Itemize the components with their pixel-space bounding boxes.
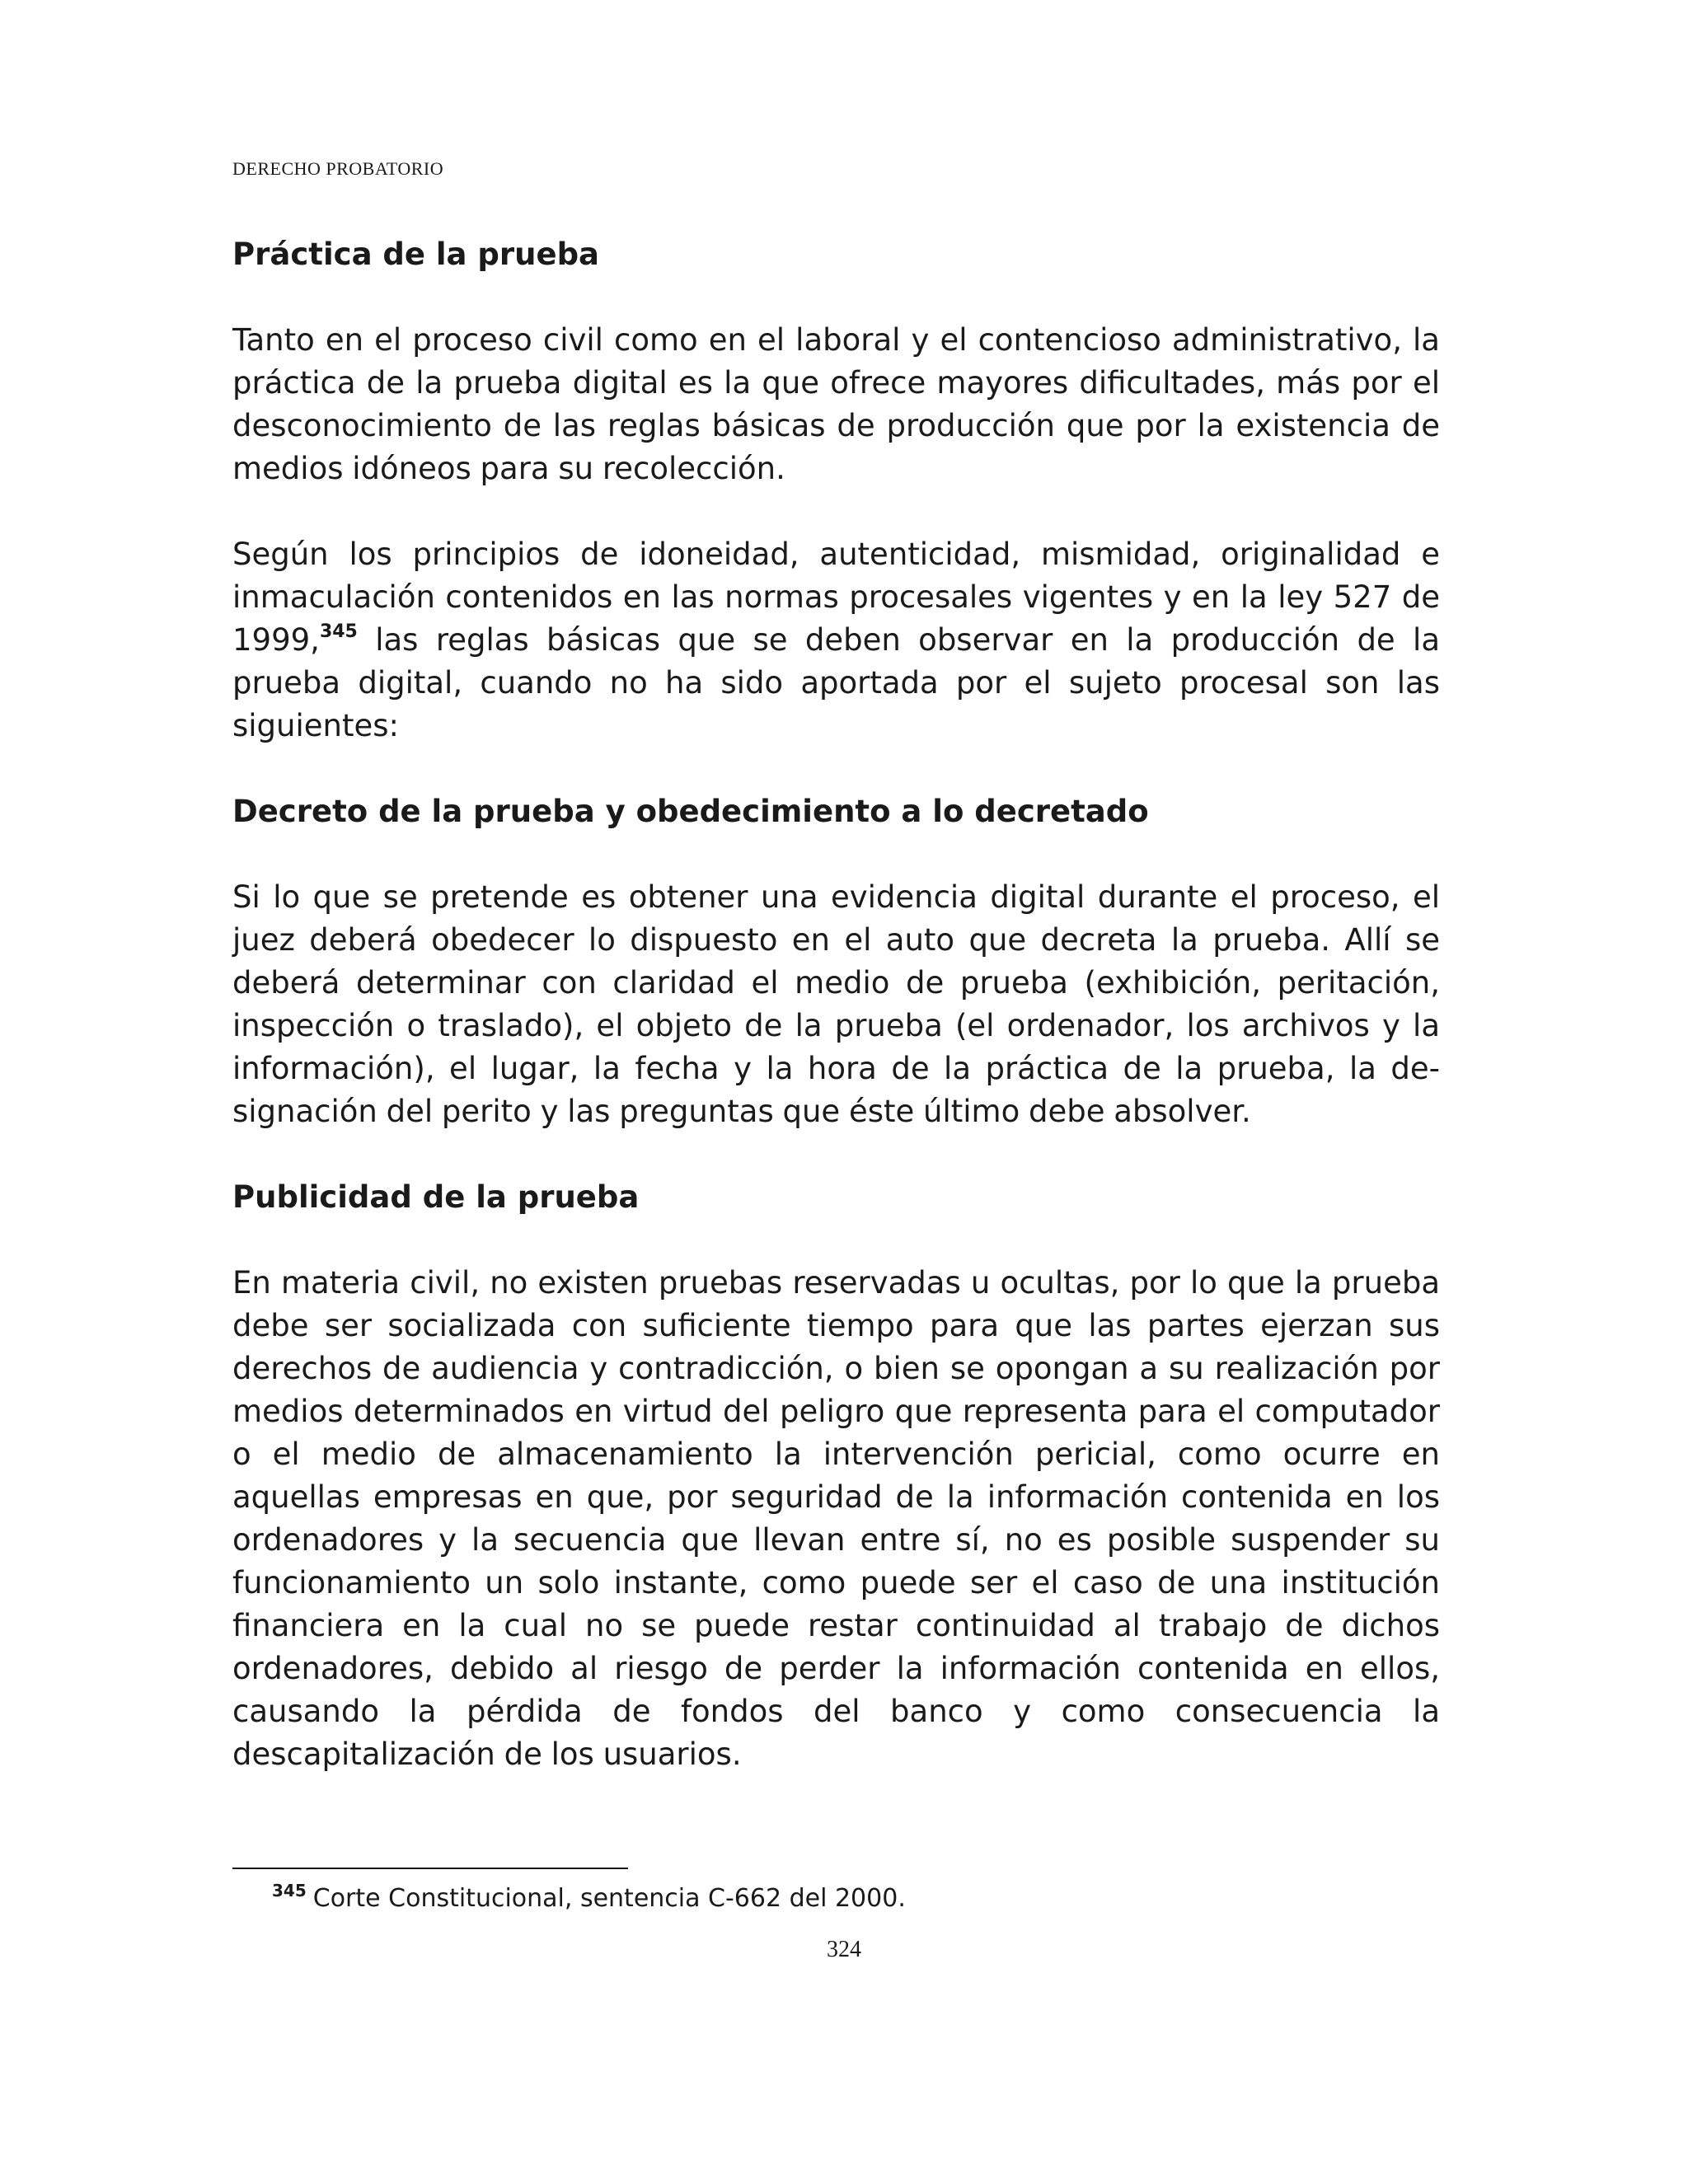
page-number: 324	[827, 1937, 861, 1962]
paragraph-text: Según los principios de idoneidad, autenticidad, mismidad, originalidad e inmaculación contenidos en las normas procesales vigentes y en la ley 527 de 1999,	[232, 537, 1440, 658]
section-heading-decreto: Decreto de la prueba y obedecimiento a lo decretado	[232, 794, 1149, 829]
footnote-text: Corte Constitucional, sentencia C-662 del 2000.	[312, 1884, 906, 1913]
footnote-reference[interactable]: 345	[319, 621, 358, 642]
paragraph-decreto-1: Si lo que se pretende es obtener una evidencia digital durante el proceso, el juez deberá obedecer lo dispuesto en el auto que decreta la prueba. Allí se deberá determinar con claridad el medio de prueba (exhibición, peritación, inspección o traslado), el objeto de la prueba (el ordenador, los archivos y la información), el lugar, la fecha y la hora de la práctica de la prueba, la designación del perito y las preguntas que éste último debe absolver.	[232, 879, 1440, 1129]
running-head: DERECHO PROBATORIO	[232, 158, 444, 179]
section-heading-publicidad: Publicidad de la prueba	[232, 1179, 640, 1215]
footnote	[272, 1882, 906, 1915]
paragraph-practica-2	[232, 533, 1440, 748]
paragraph-publicidad-1: En materia civil, no existen pruebas reservadas u ocultas, por lo que la prueba debe ser socializada con suficiente tiempo para que las partes ejerzan sus derechos de audiencia y contradicción, o bien se opongan a su realización por medios determinados en virtud del peligro que representa para el computador o el medio de almacenamiento la intervención pericial, como ocurre en aquellas empresas en que, por seguridad de la información contenida en los ordenadores y la secuencia que llevan entre sí, no es posible suspender su funcionamiento un solo instante, como puede ser el caso de una institución financiera en la cual no se puede restar continuidad al trabajo de dichos ordenadores, debido al riesgo de perder la información contenida en ellos, causando la pérdida de fondos del banco y como consecuencia la descapitalización de los usuarios.	[232, 1265, 1440, 1772]
footnote-divider	[232, 1868, 628, 1869]
paragraph-text: las reglas básicas que se deben observar en la producción de la prueba digital, cuando no ha sido aportada por el sujeto procesal son las siguientes:	[232, 622, 1440, 743]
page-body	[232, 233, 1440, 1776]
paragraph-practica-1: Tanto en el proceso civil como en el laboral y el contencioso administrativo, la práctica de la prueba digital es la que ofrece mayores dificultades, más por el desconocimiento de las reglas básicas de producción que por la existencia de medios idóneos para su recolección.	[232, 322, 1440, 486]
section-heading-practica: Práctica de la prueba	[232, 237, 600, 272]
footnote-number: 345	[272, 1881, 307, 1900]
